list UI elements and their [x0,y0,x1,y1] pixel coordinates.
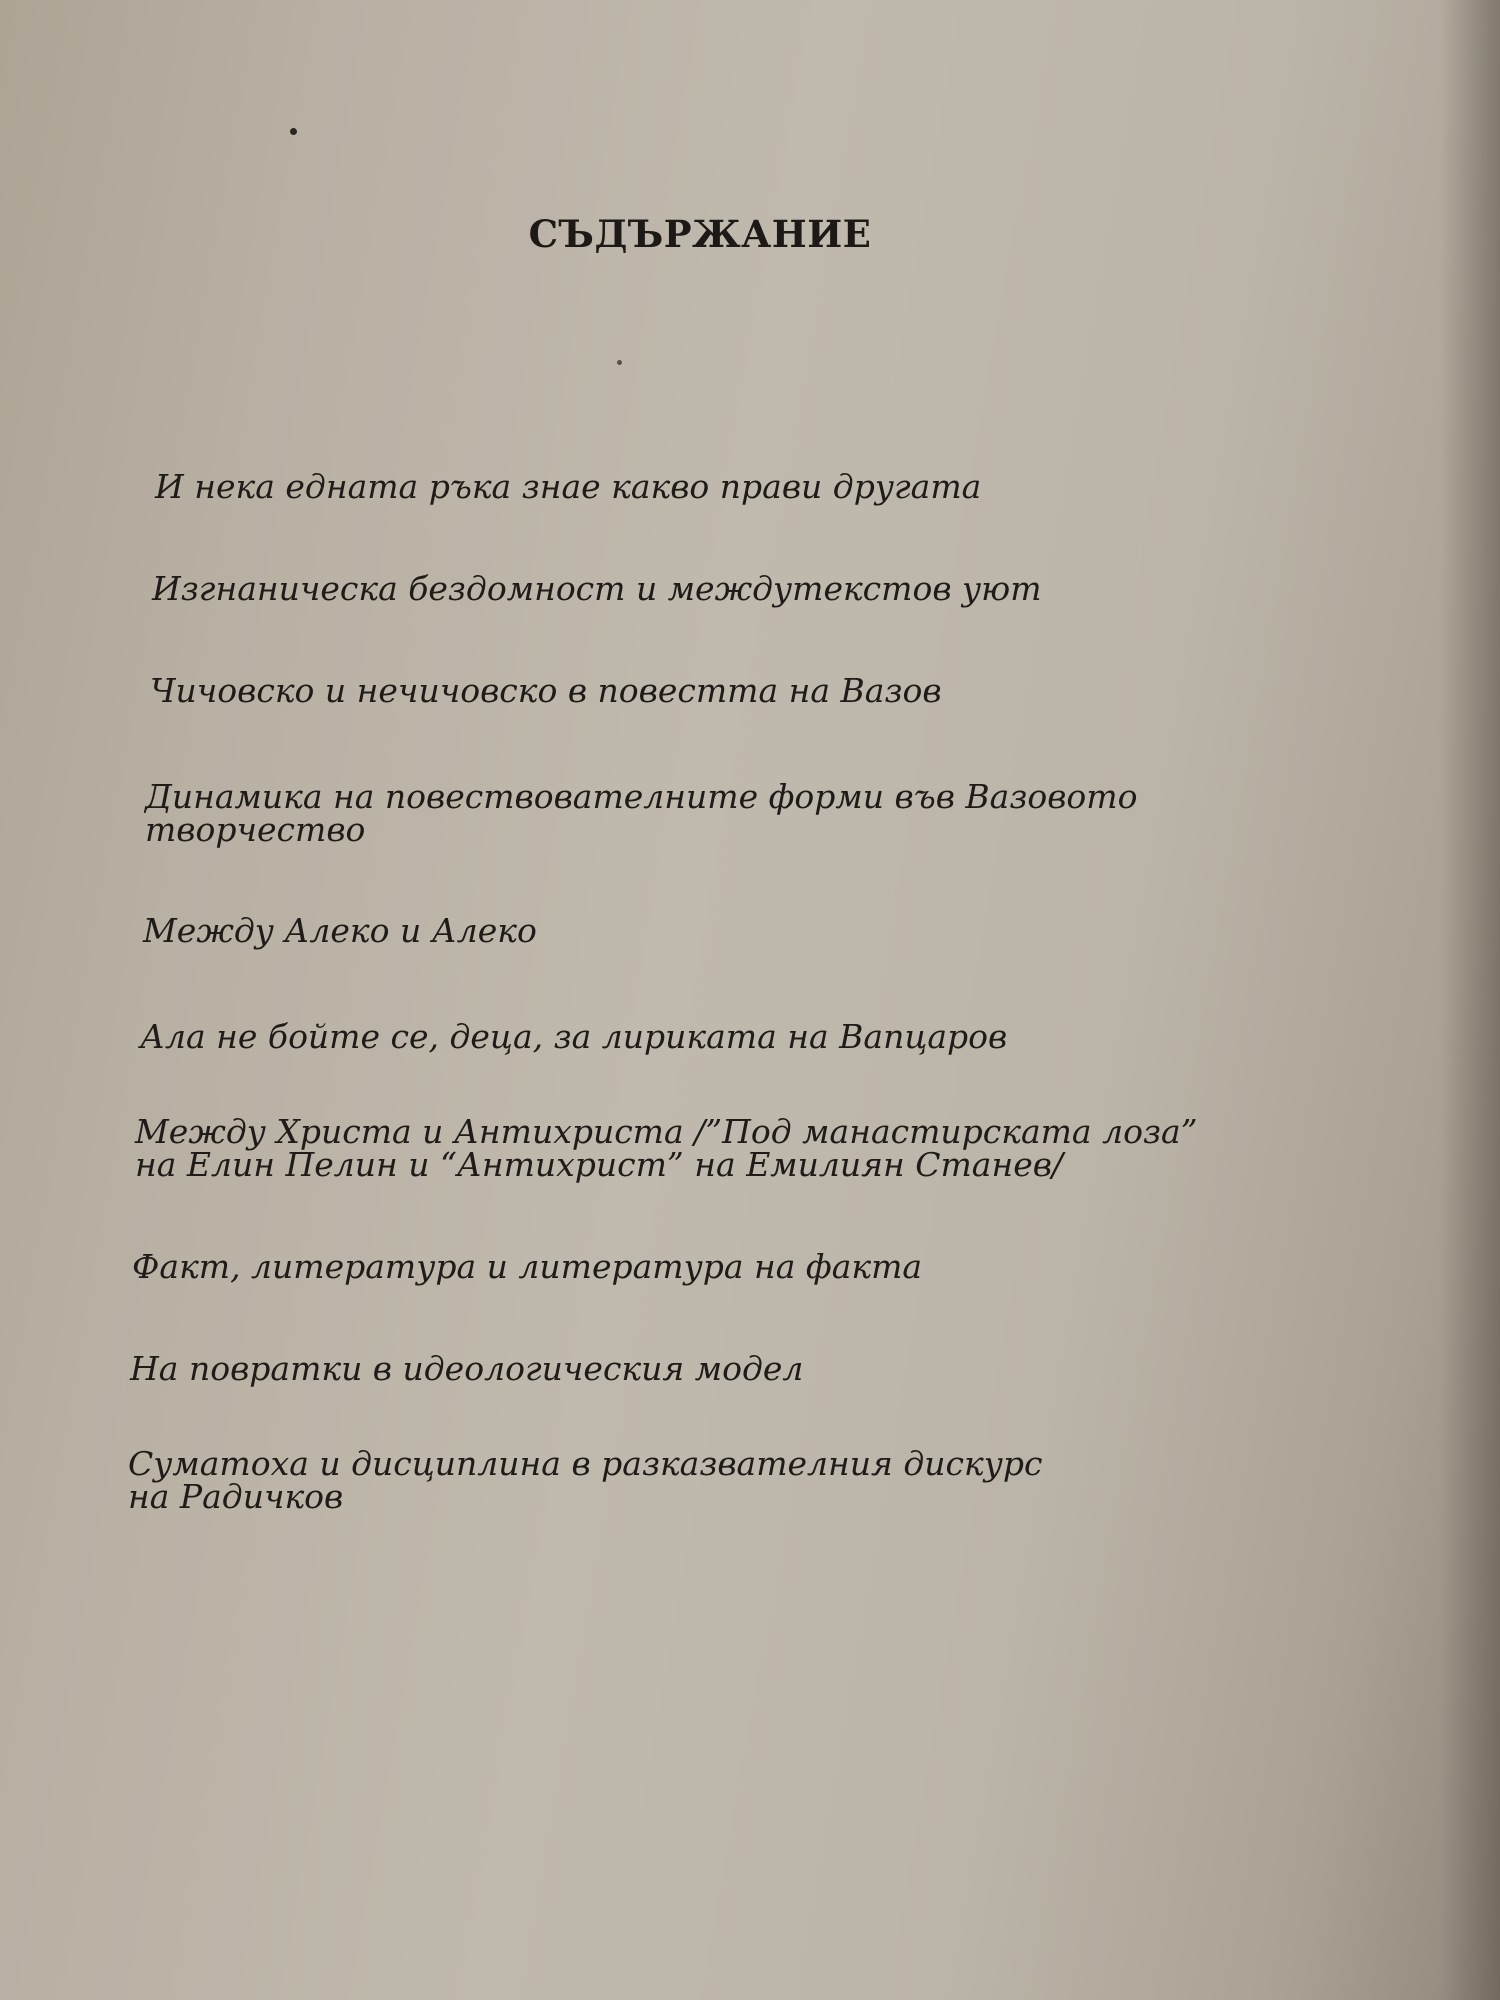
toc-entry-text: Динамика на повествователните форми във Вазовото [145,777,1138,816]
toc-entry-text: Между Алеко и Алеко [143,911,537,950]
toc-entry-text: Между Христа и Антихриста /”Под манастирската лоза” [135,1112,1198,1151]
toc-entry-text: на Елин Пелин и “Антихрист” на Емилиян Станев/ [135,1145,1064,1184]
toc-entry-1 [155,467,982,506]
toc-entry-text: Чичовско и нечичовско в повестта на Вазов [150,671,942,710]
toc-entry-5 [143,911,537,950]
toc-entry-text: Суматоха и дисциплина в разказвателния дискурс [128,1444,1043,1483]
toc-entry-text: Изгнаническа бездомност и междутекстов уют [152,569,1042,608]
toc-entry-8 [132,1247,923,1286]
page-title: СЪДЪРЖАНИЕ [528,212,872,256]
ink-speck [290,128,297,135]
toc-entry-text: На повратки в идеологическия модел [130,1349,804,1388]
toc-entry-7 [135,1112,1198,1184]
toc-entry-text: на Радичков [128,1477,344,1516]
toc-entry-4 [145,777,1138,849]
toc-entry-text: творчество [145,810,366,849]
toc-entry-3 [150,671,942,710]
toc-entry-2 [152,569,1042,608]
toc-entry-9 [130,1349,804,1388]
toc-entry-10 [128,1444,1043,1516]
toc-entry-text: И нека едната ръка знае какво прави другата [155,467,982,506]
toc-entry-text: Ала не бойте се, деца, за лириката на Вапцаров [140,1017,1008,1056]
ink-speck [617,360,622,365]
toc-entry-text: Факт, литература и литература на факта [132,1247,923,1286]
toc-entry-6 [140,1017,1008,1056]
